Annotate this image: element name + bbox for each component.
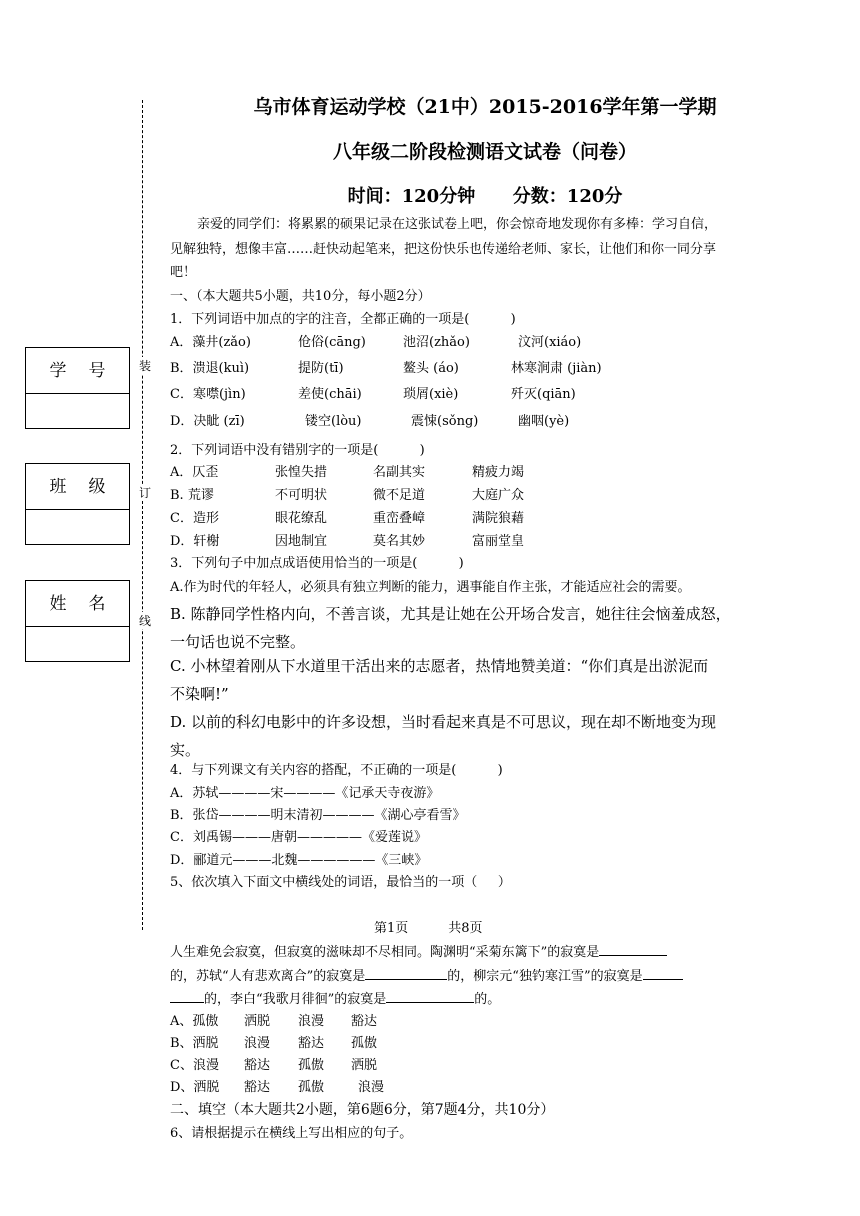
binding-mark-ding: 订 xyxy=(138,486,151,500)
q5-option-c1: C、浪漫 xyxy=(170,1058,219,1073)
q3-option-b-line1: B. 陈静同学性格内向，不善言谈，尤其是让她在公开场合发言，她往往会恼羞成怒， xyxy=(170,605,731,623)
q5-option-b2: 浪漫 xyxy=(244,1036,271,1051)
q5-stem: 5、依次填入下面文中横线处的词语，最恰当的一项（ ） xyxy=(170,875,511,890)
name-field[interactable] xyxy=(26,627,129,661)
section1-heading: 一、（本大题共5小题，共10分，每小题2分） xyxy=(170,289,431,304)
q4-option-b: B．张岱————明末清初————《湖心亭看雪》 xyxy=(170,808,466,823)
q2-option-a1: A．仄歪 xyxy=(170,465,219,480)
q1-option-a4: 汶河(xiáo) xyxy=(518,335,582,350)
q5-passage-1: 人生难免会寂寞，但寂寞的滋味却不尽相同。陶渊明“采菊东篱下”的寂寞是 xyxy=(170,945,600,960)
q2-option-b4: 大庭广众 xyxy=(472,488,525,503)
page-current: 第1页 xyxy=(374,921,409,936)
q4-stem: 4．与下列课文有关内容的搭配，不正确的一项是( ) xyxy=(170,763,503,778)
school-title: 乌市体育运动学校（21中）2015-2016学年第一学期 xyxy=(253,96,717,118)
exam-title: 八年级二阶段检测语文试卷（问卷） xyxy=(332,141,637,163)
q2-option-c3: 重峦叠嶂 xyxy=(373,511,426,526)
q2-option-b1: B. 荒谬 xyxy=(170,488,214,503)
q5-option-b4: 孤傲 xyxy=(351,1036,378,1051)
q6-stem: 6、请根据提示在横线上写出相应的句子。 xyxy=(170,1126,413,1141)
q1-option-d2: 镂空(lòu) xyxy=(305,414,362,429)
class-field[interactable] xyxy=(26,510,129,544)
q2-option-c2: 眼花缭乱 xyxy=(275,511,328,526)
q4-option-d: D．郦道元———北魏——————《三峡》 xyxy=(170,853,428,868)
q2-option-c4: 满院狼藉 xyxy=(472,511,525,526)
q5-blank-4[interactable] xyxy=(386,988,474,1003)
q5-option-d1: D、洒脱 xyxy=(170,1080,220,1095)
q3-stem: 3．下列句子中加点成语使用恰当的一项是( ) xyxy=(170,556,464,571)
q1-option-c1: C．寒噤(jìn) xyxy=(170,387,246,402)
q5-option-a2: 洒脱 xyxy=(244,1014,271,1029)
q5-option-c4: 洒脱 xyxy=(351,1058,378,1073)
q5-passage-line2 xyxy=(170,965,683,988)
q5-option-c2: 豁达 xyxy=(244,1058,271,1073)
q2-option-d3: 莫名其妙 xyxy=(373,534,426,549)
q1-option-c4: 歼灭(qiān) xyxy=(511,387,576,402)
q5-passage-3b: 的。 xyxy=(474,992,501,1007)
q1-option-b3: 鳌头 (áo) xyxy=(403,361,459,376)
q1-option-d3: 震悚(sǒng) xyxy=(411,414,479,429)
q4-option-c: C．刘禹锡———唐朝—————《爱莲说》 xyxy=(170,830,427,845)
intro-line-2: 见解独特，想像丰富……赶快动起笔来，把这份快乐也传递给老师、家长，让他们和你一同分享 xyxy=(170,242,717,257)
q5-option-d3: 孤傲 xyxy=(298,1080,325,1095)
q1-option-a3: 池沼(zhǎo) xyxy=(403,335,470,350)
q5-blank-1[interactable] xyxy=(599,941,667,956)
binding-mark-xian: 线 xyxy=(138,614,151,628)
student-id-field[interactable] xyxy=(26,394,129,428)
q2-option-b3: 微不足道 xyxy=(373,488,426,503)
q5-passage-line1 xyxy=(170,941,667,964)
q5-passage-3a: 的，李白“我歌月徘徊”的寂寞是 xyxy=(204,992,387,1007)
q1-option-d1: D．决眦 (zī) xyxy=(170,414,245,429)
q2-option-a3: 名副其实 xyxy=(373,465,426,480)
q5-option-c3: 孤傲 xyxy=(298,1058,325,1073)
q1-stem: 1．下列词语中加点的字的注音，全都正确的一项是( ) xyxy=(170,312,516,327)
q1-option-c2: 差使(chāi) xyxy=(298,387,362,402)
q4-option-a: A．苏轼————宋————《记承天寺夜游》 xyxy=(170,786,440,801)
class-box xyxy=(25,463,130,545)
q3-option-b-line2: 一句话也说不完整。 xyxy=(170,633,306,651)
q5-option-d2: 豁达 xyxy=(244,1080,271,1095)
name-label: 姓名 xyxy=(26,581,129,627)
binding-mark-zhuang: 装 xyxy=(138,359,151,373)
q2-option-d2: 因地制宜 xyxy=(275,534,328,549)
page-total: 共8页 xyxy=(448,921,483,936)
q3-option-d-line2: 实。 xyxy=(170,741,201,759)
q5-blank-2[interactable] xyxy=(365,965,447,980)
class-label: 班级 xyxy=(26,464,129,510)
q5-passage-line3 xyxy=(170,988,500,1011)
q2-stem: 2．下列词语中没有错别字的一项是( ) xyxy=(170,443,425,458)
q5-passage-2a: 的，苏轼“人有悲欢离合”的寂寞是 xyxy=(170,969,366,984)
q5-option-a3: 浪漫 xyxy=(298,1014,325,1029)
q5-option-b1: B、洒脱 xyxy=(170,1036,219,1051)
q3-option-d-line1: D. 以前的科幻电影中的许多设想，当时看起来真是不可思议，现在却不断地变为现 xyxy=(170,713,717,731)
q3-option-c-line2: 不染啊!” xyxy=(170,685,229,703)
q1-option-b4: 林寒涧肃 (jiàn) xyxy=(511,361,602,376)
time-score-line: 时间：120分钟 分数：120分 xyxy=(347,186,623,207)
student-id-label: 学号 xyxy=(26,348,129,394)
q5-option-b3: 豁达 xyxy=(298,1036,325,1051)
page-number xyxy=(374,918,483,940)
q2-option-d1: D．轩榭 xyxy=(170,534,220,549)
q5-passage-2b: 的，柳宗元“独钓寒江雪”的寂寞是 xyxy=(447,969,643,984)
q2-option-d4: 富丽堂皇 xyxy=(472,534,525,549)
q1-option-a1: A．藻井(zǎo) xyxy=(170,335,251,350)
q5-blank-3a[interactable] xyxy=(643,965,683,980)
q3-option-a: A.作为时代的年轻人，必须具有独立判断的能力，遇事能自作主张，才能适应社会的需要。 xyxy=(170,580,691,595)
q3-option-c-line1: C. 小林望着刚从下水道里干活出来的志愿者，热情地赞美道：“你们真是出淤泥而 xyxy=(170,657,709,675)
q1-option-d4: 幽咽(yè) xyxy=(518,414,570,429)
intro-line-3: 吧！ xyxy=(170,265,197,280)
q2-option-a4: 精疲力竭 xyxy=(472,465,525,480)
q1-option-b2: 提防(tī) xyxy=(298,361,344,376)
q5-option-a4: 豁达 xyxy=(351,1014,378,1029)
q2-option-a2: 张惶失措 xyxy=(275,465,328,480)
q1-option-b1: B．溃退(kuì) xyxy=(170,361,250,376)
q5-blank-3b[interactable] xyxy=(170,988,204,1003)
q1-option-c3: 琐屑(xiè) xyxy=(403,387,459,402)
q2-option-b2: 不可明状 xyxy=(275,488,328,503)
intro-line-1: 亲爱的同学们：将累累的硕果记录在这张试卷上吧，你会惊奇地发现你有多棒：学习自信， xyxy=(197,217,718,232)
section2-heading: 二、填空（本大题共2小题，第6题6分，第7题4分，共10分） xyxy=(170,1102,555,1118)
binding-line xyxy=(142,100,143,930)
student-id-box xyxy=(25,347,130,429)
q2-option-c1: C．造形 xyxy=(170,511,219,526)
name-box xyxy=(25,580,130,662)
q1-option-a2: 伧俗(cāng) xyxy=(298,335,366,350)
q5-option-a1: A、孤傲 xyxy=(170,1014,219,1029)
q5-option-d4: 浪漫 xyxy=(358,1080,385,1095)
